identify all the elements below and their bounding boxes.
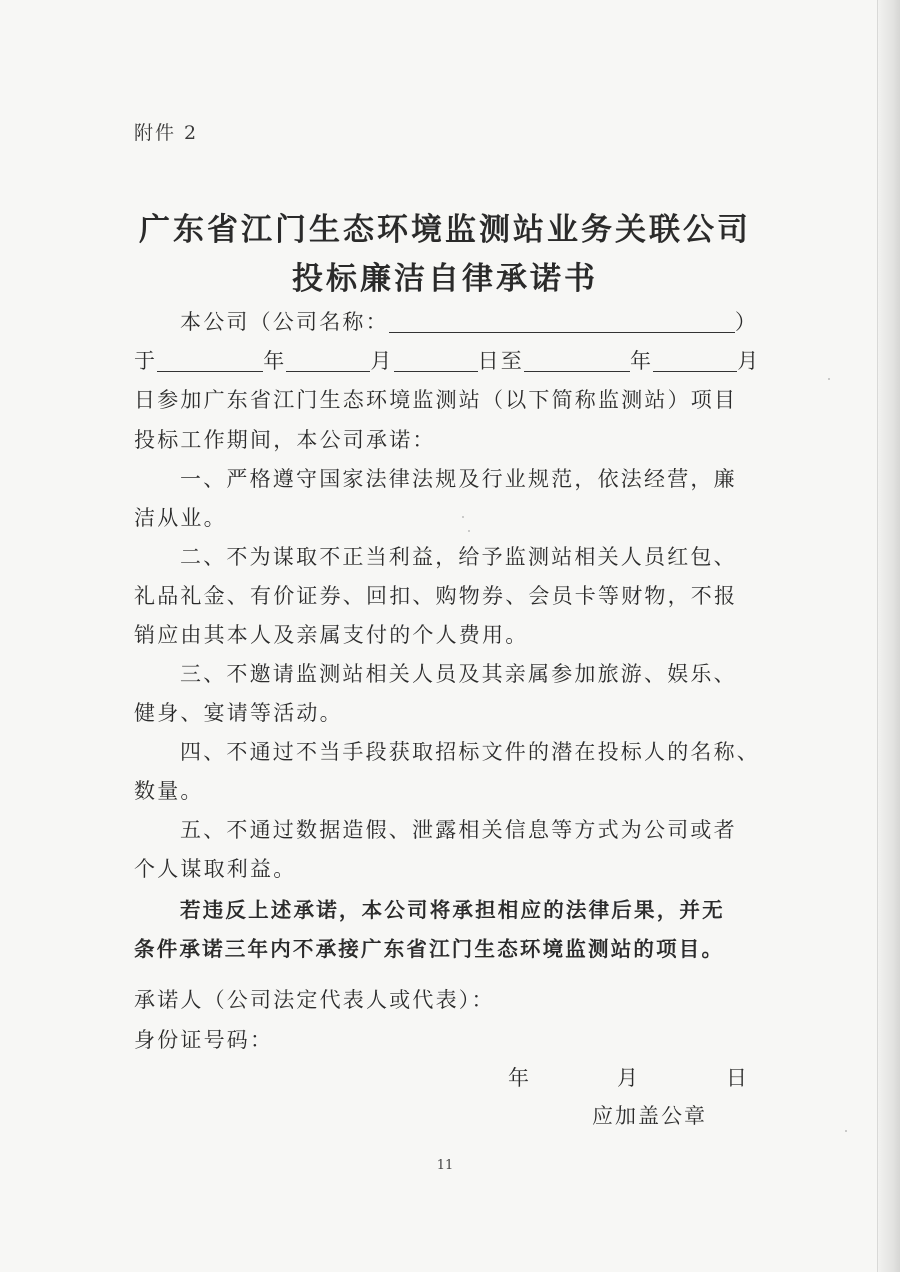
- attachment-label: 附件 2: [134, 122, 199, 144]
- promisor-label: 承诺人（公司法定代表人或代表）：: [134, 988, 495, 1012]
- commitment-3-line-2: 健身、宴请等活动。: [134, 701, 343, 725]
- commitment-2-line-3: 销应由其本人及亲属支付的个人费用。: [134, 623, 529, 647]
- scan-speck: [462, 516, 464, 518]
- commitment-3-line-1: 三、不邀请监测站相关人员及其亲属参加旅游、娱乐、: [180, 662, 737, 686]
- document-title-line-2: 投标廉洁自律承诺书: [292, 261, 598, 297]
- scan-speck: [828, 378, 830, 380]
- consequence-line-1: 若违反上述承诺，本公司将承担相应的法律后果，并无: [180, 898, 725, 922]
- signature-date-year: 年: [508, 1066, 529, 1090]
- company-name-suffix: ）: [734, 310, 759, 334]
- start-year-blank[interactable]: [157, 349, 263, 372]
- document-title-line-1: 广东省江门生态环境监测站业务关联公司: [139, 212, 751, 248]
- company-name-prefix: 本公司（公司名称：: [180, 310, 389, 334]
- intro-line-4: 投标工作期间，本公司承诺：: [134, 428, 436, 452]
- scan-speck: [845, 1130, 847, 1132]
- signature-date-day: 日: [726, 1066, 747, 1090]
- start-year-label: 年: [263, 349, 287, 373]
- commitment-1-line-1: 一、严格遵守国家法律法规及行业规范，依法经营，廉: [180, 467, 737, 491]
- commitment-4-line-1: 四、不通过不当手段获取招标文件的潜在投标人的名称、: [180, 740, 760, 764]
- date-from-prefix: 于: [134, 349, 158, 373]
- commitment-5-line-2: 个人谋取利益。: [134, 857, 297, 881]
- commitment-2-line-1: 二、不为谋取不正当利益，给予监测站相关人员红包、: [180, 545, 737, 569]
- end-year-blank[interactable]: [524, 349, 630, 372]
- id-number-label: 身份证号码：: [134, 1028, 274, 1052]
- start-month-blank[interactable]: [286, 349, 370, 372]
- intro-line-3: 日参加广东省江门生态环境监测站（以下简称监测站）项目: [134, 388, 738, 412]
- scan-speck: [468, 530, 470, 532]
- commitment-5-line-1: 五、不通过数据造假、泄露相关信息等方式为公司或者: [180, 818, 737, 842]
- commitment-1-line-2: 洁从业。: [134, 506, 227, 530]
- seal-note: 应加盖公章: [592, 1104, 707, 1128]
- scan-page-edge: [877, 0, 900, 1272]
- company-name-line: [180, 306, 758, 336]
- consequence-line-2: 条件承诺三年内不承接广东省江门生态环境监测站的项目。: [134, 937, 725, 961]
- start-month-label: 月: [370, 349, 394, 373]
- signature-date-month: 月: [617, 1066, 638, 1090]
- commitment-4-line-2: 数量。: [134, 779, 204, 803]
- date-to-label: 日至: [477, 349, 525, 373]
- commitment-2-line-2: 礼品礼金、有价证券、回扣、购物券、会员卡等财物，不报: [134, 584, 738, 608]
- page-number: 11: [436, 1158, 454, 1173]
- end-month-label: 月: [737, 349, 761, 373]
- end-month-blank[interactable]: [653, 349, 737, 372]
- date-range-line: [134, 345, 760, 375]
- start-day-blank[interactable]: [394, 349, 478, 372]
- end-year-label: 年: [630, 349, 654, 373]
- company-name-blank[interactable]: [389, 310, 735, 333]
